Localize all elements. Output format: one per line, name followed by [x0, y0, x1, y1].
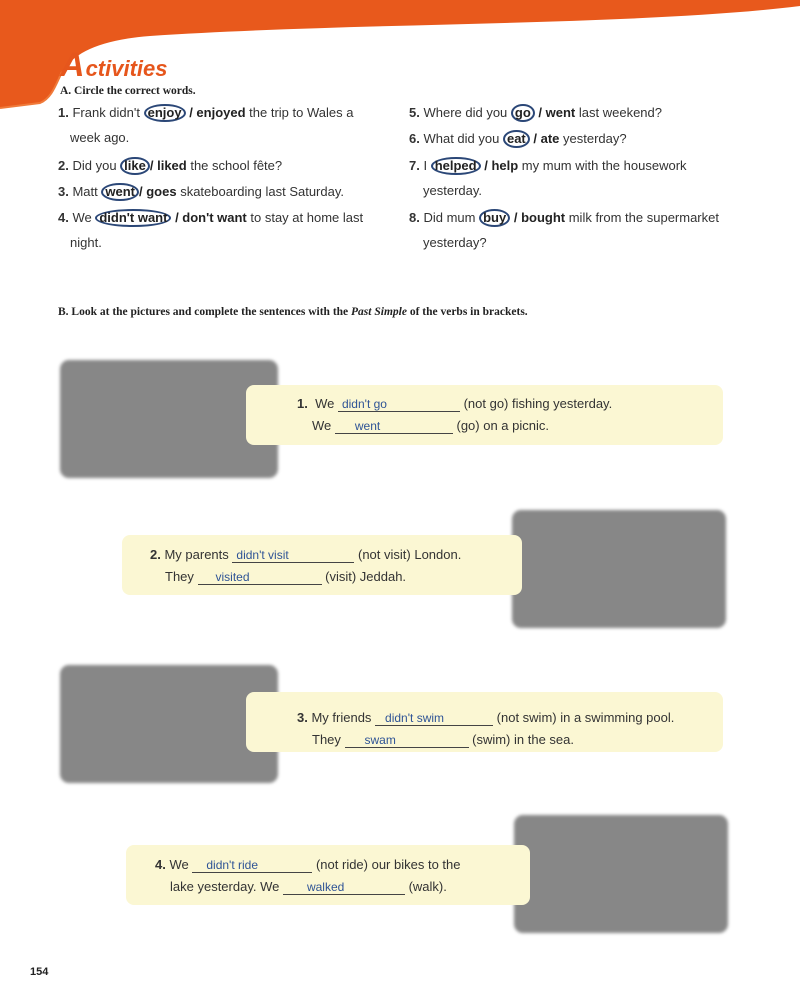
answer-2b[interactable]: visited — [198, 571, 322, 585]
answer-2a[interactable]: didn't visit — [232, 549, 354, 563]
option-2[interactable]: help — [491, 158, 519, 173]
a-item-1: 1. Frank didn't enjoy / enjoyed the trip to Wales a — [58, 105, 354, 120]
picture-4-placeholder — [514, 815, 728, 933]
option-1[interactable]: enjoy — [144, 104, 186, 122]
option-2[interactable]: goes — [146, 184, 177, 199]
option-2[interactable]: went — [545, 105, 576, 120]
option-1[interactable]: went — [101, 183, 139, 201]
page-number: 154 — [30, 966, 49, 978]
answer-1b[interactable]: went — [335, 420, 453, 434]
a-item-4-continued: night. — [70, 235, 102, 250]
b-item-2-line-2: They visited (visit) Jeddah. — [165, 569, 407, 584]
sentence-box-2 — [122, 535, 522, 595]
b-item-3-line-1: 3. My friends didn't swim (not swim) in a swimming pool. — [297, 710, 675, 725]
a-item-3: 3. Matt went / goes skateboarding last Saturday. — [58, 184, 344, 199]
answer-1a[interactable]: didn't go — [338, 398, 460, 412]
option-2[interactable]: don't want — [182, 210, 247, 225]
option-2[interactable]: bought — [521, 210, 566, 225]
a-item-2: 2. Did you like / liked the school fête? — [58, 158, 283, 173]
answer-3b[interactable]: swam — [345, 734, 469, 748]
b-item-3-line-2: They swam (swim) in the sea. — [312, 732, 574, 747]
a-item-1-continued: week ago. — [70, 130, 130, 145]
a-item-8-continued: yesterday? — [423, 235, 487, 250]
answer-4a[interactable]: didn't ride — [192, 859, 312, 873]
a-item-5: 5. Where did you go / went last weekend? — [409, 105, 662, 120]
option-2[interactable]: ate — [540, 131, 560, 146]
b-item-1-line-1: 1. We didn't go (not go) fishing yesterday. — [297, 396, 613, 411]
answer-3a[interactable]: didn't swim — [375, 712, 493, 726]
option-2[interactable]: liked — [157, 158, 187, 173]
section-title — [60, 46, 168, 85]
b-item-4-line-1: 4. We didn't ride (not ride) our bikes to the — [155, 857, 461, 872]
a-item-6: 6. What did you eat / ate yesterday? — [409, 131, 627, 146]
b-item-1-line-2: We went (go) on a picnic. — [312, 418, 549, 433]
title-initial: A — [60, 46, 85, 84]
option-1[interactable]: go — [511, 104, 535, 122]
b-item-2-line-1: 2. My parents didn't visit (not visit) London. — [150, 547, 462, 562]
part-a-heading: A. Circle the correct words. — [60, 85, 196, 97]
option-1[interactable]: eat — [503, 130, 530, 148]
title-rest: ctivities — [85, 56, 168, 81]
option-1[interactable]: buy — [479, 209, 510, 227]
option-1[interactable]: didn't want — [95, 209, 171, 227]
b-item-4-line-2: lake yesterday. We walked (walk). — [170, 879, 447, 894]
option-1[interactable]: helped — [431, 157, 481, 175]
part-b-heading: B. Look at the pictures and complete the sentences with the Past Simple of the verbs in brackets. — [58, 306, 528, 318]
a-item-4: 4. We didn't want / don't want to stay at home last — [58, 210, 364, 225]
sentence-box-4 — [126, 845, 530, 905]
a-item-8: 8. Did mum buy / bought milk from the supermarket — [409, 210, 719, 225]
option-1[interactable]: like — [120, 157, 150, 175]
picture-2-placeholder — [512, 510, 726, 628]
sentence-box-1 — [246, 385, 723, 445]
a-item-7: 7. I helped / help my mum with the housework — [409, 158, 687, 173]
answer-4b[interactable]: walked — [283, 881, 405, 895]
option-2[interactable]: enjoyed — [196, 105, 246, 120]
a-item-7-continued: yesterday. — [423, 183, 483, 198]
